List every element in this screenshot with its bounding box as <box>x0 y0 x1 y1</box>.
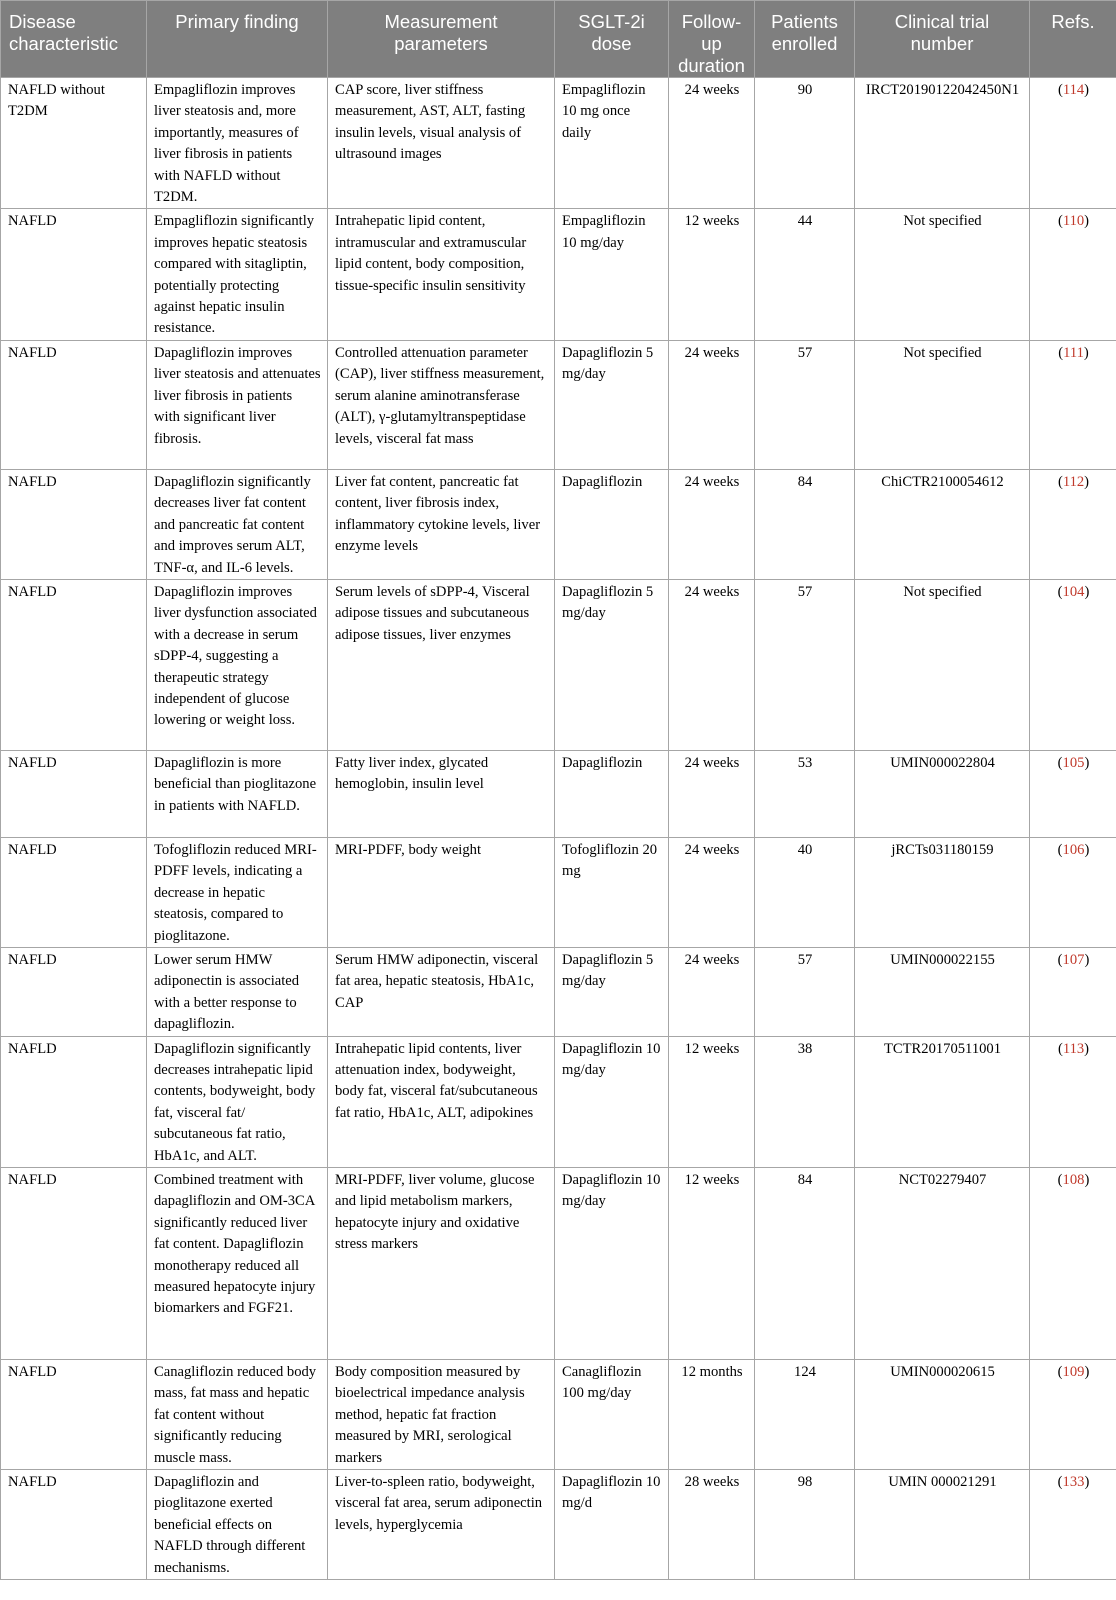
ref-close-paren: ) <box>1084 213 1090 230</box>
table-row <box>1 1168 1116 1360</box>
cell-sglt2i-dose: Dapagliflozin 10 mg/day <box>555 1168 669 1360</box>
reference-link[interactable]: 112 <box>1062 473 1085 490</box>
header-sglt2i-dose: SGLT-2i dose <box>555 1 669 78</box>
cell-refs <box>1030 1168 1116 1360</box>
cell-disease-characteristic: NAFLD <box>1 1168 147 1360</box>
cell-primary-finding: Dapagliflozin and pioglitazone exerted beneficial effects on NAFLD through different mechanisms. <box>147 1470 328 1580</box>
cell-follow-up-duration: 24 weeks <box>669 469 755 579</box>
cell-clinical-trial-number: jRCTs031180159 <box>855 837 1030 947</box>
ref-close-paren: ) <box>1084 473 1090 490</box>
cell-primary-finding: Canagliflozin reduced body mass, fat mass and hepatic fat content without significantly reducing muscle mass. <box>147 1360 328 1470</box>
cell-primary-finding: Dapagliflozin significantly decreases intrahepatic lipid contents, bodyweight, body fat, visceral fat/ subcutaneous fat ratio, HbA1c, and ALT. <box>147 1036 328 1167</box>
cell-refs <box>1030 78 1116 209</box>
reference-link[interactable]: 113 <box>1062 1040 1085 1057</box>
cell-disease-characteristic: NAFLD <box>1 209 147 340</box>
reference-link[interactable]: 110 <box>1062 213 1085 230</box>
table-row <box>1 209 1116 340</box>
cell-sglt2i-dose: Dapagliflozin 10 mg/day <box>555 1036 669 1167</box>
cell-disease-characteristic: NAFLD <box>1 1360 147 1470</box>
cell-sglt2i-dose: Dapagliflozin 5 mg/day <box>555 340 669 469</box>
cell-refs <box>1030 837 1116 947</box>
table-row <box>1 947 1116 1036</box>
ref-open-paren: ( <box>1058 344 1064 361</box>
ref-close-paren: ) <box>1084 1172 1090 1188</box>
table-header-row <box>1 1 1116 78</box>
ref-close-paren: ) <box>1084 583 1090 600</box>
reference-link[interactable]: 111 <box>1063 344 1084 361</box>
cell-clinical-trial-number: IRCT20190122042450N1 <box>855 78 1030 209</box>
cell-patients-enrolled: 40 <box>755 837 855 947</box>
ref-open-paren: ( <box>1057 473 1063 490</box>
cell-clinical-trial-number: UMIN 000021291 <box>855 1470 1030 1580</box>
cell-primary-finding: Empagliflozin improves liver steatosis and, more importantly, measures of liver fibrosis in patients with NAFLD without T2DM. <box>147 78 328 209</box>
header-patients-enrolled: Patients enrolled <box>755 1 855 78</box>
cell-primary-finding: Dapagliflozin improves liver dysfunction associated with a decrease in serum sDPP-4, suggesting a therapeutic strategy independent of glucose lowering or weight loss. <box>147 579 328 750</box>
cell-primary-finding: Dapagliflozin improves liver steatosis and attenuates liver fibrosis in patients with significant liver fibrosis. <box>147 340 328 469</box>
cell-refs <box>1030 1360 1116 1470</box>
cell-follow-up-duration: 24 weeks <box>669 837 755 947</box>
cell-follow-up-duration: 12 weeks <box>669 1168 755 1360</box>
cell-measurement-parameters: Serum HMW adiponectin, visceral fat area, hepatic steatosis, HbA1c, CAP <box>328 947 555 1036</box>
table-row <box>1 78 1116 209</box>
cell-primary-finding: Dapagliflozin significantly decreases liver fat content and pancreatic fat content and improves serum ALT, TNF-α, and IL-6 levels. <box>147 469 328 579</box>
table-row <box>1 340 1116 469</box>
cell-follow-up-duration: 28 weeks <box>669 1470 755 1580</box>
cell-sglt2i-dose: Empagliflozin 10 mg/day <box>555 209 669 340</box>
ref-open-paren: ( <box>1057 82 1063 98</box>
reference-link[interactable]: 114 <box>1062 82 1085 98</box>
ref-open-paren: ( <box>1057 583 1063 600</box>
table-row <box>1 1360 1116 1470</box>
cell-clinical-trial-number: UMIN000020615 <box>855 1360 1030 1470</box>
cell-disease-characteristic: NAFLD <box>1 750 147 837</box>
reference-link[interactable]: 109 <box>1062 1364 1085 1380</box>
header-measurement-parameters: Measurement parameters <box>328 1 555 78</box>
ref-close-paren: ) <box>1084 1364 1090 1380</box>
cell-measurement-parameters: Liver-to-spleen ratio, bodyweight, visceral fat area, serum adiponectin levels, hyperglycemia <box>328 1470 555 1580</box>
cell-clinical-trial-number: Not specified <box>855 340 1030 469</box>
ref-open-paren: ( <box>1057 1040 1063 1057</box>
cell-measurement-parameters: MRI-PDFF, body weight <box>328 837 555 947</box>
ref-close-paren: ) <box>1084 951 1090 968</box>
cell-follow-up-duration: 12 weeks <box>669 209 755 340</box>
cell-primary-finding: Tofogliflozin reduced MRI-PDFF levels, indicating a decrease in hepatic steatosis, compared to pioglitazone. <box>147 837 328 947</box>
ref-open-paren: ( <box>1057 1364 1063 1380</box>
cell-clinical-trial-number: ChiCTR2100054612 <box>855 469 1030 579</box>
table-body <box>1 78 1116 1580</box>
ref-open-paren: ( <box>1057 213 1063 230</box>
cell-measurement-parameters: Intrahepatic lipid content, intramuscular and extramuscular lipid content, body composition, tissue-specific insulin sensitivity <box>328 209 555 340</box>
cell-patients-enrolled: 84 <box>755 469 855 579</box>
cell-patients-enrolled: 90 <box>755 78 855 209</box>
cell-refs <box>1030 469 1116 579</box>
cell-measurement-parameters: Body composition measured by bioelectrical impedance analysis method, hepatic fat fraction measured by MRI, serological markers <box>328 1360 555 1470</box>
cell-measurement-parameters: Fatty liver index, glycated hemoglobin, insulin level <box>328 750 555 837</box>
table-row <box>1 469 1116 579</box>
cell-disease-characteristic: NAFLD <box>1 1470 147 1580</box>
cell-clinical-trial-number: UMIN000022155 <box>855 947 1030 1036</box>
ref-close-paren: ) <box>1084 82 1090 98</box>
table-row <box>1 1036 1116 1167</box>
ref-open-paren: ( <box>1057 1474 1063 1491</box>
header-primary-finding: Primary finding <box>147 1 328 78</box>
header-refs: Refs. <box>1030 1 1116 78</box>
cell-sglt2i-dose: Dapagliflozin 10 mg/d <box>555 1470 669 1580</box>
cell-clinical-trial-number: TCTR20170511001 <box>855 1036 1030 1167</box>
reference-link[interactable]: 104 <box>1062 583 1085 600</box>
reference-link[interactable]: 105 <box>1062 754 1085 771</box>
cell-follow-up-duration: 24 weeks <box>669 750 755 837</box>
cell-patients-enrolled: 53 <box>755 750 855 837</box>
ref-close-paren: ) <box>1084 841 1090 858</box>
cell-patients-enrolled: 57 <box>755 340 855 469</box>
ref-open-paren: ( <box>1057 951 1063 968</box>
cell-disease-characteristic: NAFLD <box>1 340 147 469</box>
cell-sglt2i-dose: Dapagliflozin <box>555 469 669 579</box>
cell-refs <box>1030 1036 1116 1167</box>
cell-measurement-parameters: CAP score, liver stiffness measurement, AST, ALT, fasting insulin levels, visual analysis of ultrasound images <box>328 78 555 209</box>
cell-follow-up-duration: 24 weeks <box>669 340 755 469</box>
cell-follow-up-duration: 24 weeks <box>669 78 755 209</box>
ref-close-paren: ) <box>1083 344 1089 361</box>
cell-patients-enrolled: 57 <box>755 579 855 750</box>
cell-clinical-trial-number: Not specified <box>855 209 1030 340</box>
cell-follow-up-duration: 24 weeks <box>669 947 755 1036</box>
header-follow-up-duration: Follow-up duration <box>669 1 755 78</box>
cell-sglt2i-dose: Empagliflozin 10 mg once daily <box>555 78 669 209</box>
cell-patients-enrolled: 57 <box>755 947 855 1036</box>
cell-patients-enrolled: 98 <box>755 1470 855 1580</box>
cell-disease-characteristic: NAFLD <box>1 837 147 947</box>
cell-refs <box>1030 579 1116 750</box>
ref-open-paren: ( <box>1057 754 1063 771</box>
cell-sglt2i-dose: Dapagliflozin <box>555 750 669 837</box>
cell-disease-characteristic: NAFLD <box>1 947 147 1036</box>
cell-measurement-parameters: Controlled attenuation parameter (CAP), liver stiffness measurement, serum alanine aminotransferase (ALT), γ-glutamyltranspeptidase levels, visceral fat mass <box>328 340 555 469</box>
cell-clinical-trial-number: Not specified <box>855 579 1030 750</box>
cell-disease-characteristic: NAFLD <box>1 579 147 750</box>
cell-measurement-parameters: MRI-PDFF, liver volume, glucose and lipid metabolism markers, hepatocyte injury and oxidative stress markers <box>328 1168 555 1360</box>
cell-disease-characteristic: NAFLD without T2DM <box>1 78 147 209</box>
cell-measurement-parameters: Intrahepatic lipid contents, liver attenuation index, bodyweight, body fat, visceral fat/subcutaneous fat ratio, HbA1c, ALT, adipokines <box>328 1036 555 1167</box>
reference-link[interactable]: 107 <box>1062 951 1085 968</box>
cell-follow-up-duration: 12 weeks <box>669 1036 755 1167</box>
cell-primary-finding: Combined treatment with dapagliflozin and OM-3CA significantly reduced liver fat content. Dapagliflozin monotherapy reduced all measured hepatocyte injury biomarkers and FGF21. <box>147 1168 328 1360</box>
cell-disease-characteristic: NAFLD <box>1 469 147 579</box>
cell-follow-up-duration: 24 weeks <box>669 579 755 750</box>
ref-open-paren: ( <box>1057 841 1063 858</box>
cell-patients-enrolled: 84 <box>755 1168 855 1360</box>
cell-disease-characteristic: NAFLD <box>1 1036 147 1167</box>
cell-patients-enrolled: 38 <box>755 1036 855 1167</box>
cell-sglt2i-dose: Dapagliflozin 5 mg/day <box>555 947 669 1036</box>
cell-sglt2i-dose: Canagliflozin 100 mg/day <box>555 1360 669 1470</box>
cell-sglt2i-dose: Tofogliflozin 20 mg <box>555 837 669 947</box>
header-clinical-trial-number: Clinical trial number <box>855 1 1030 78</box>
cell-primary-finding: Dapagliflozin is more beneficial than pioglitazone in patients with NAFLD. <box>147 750 328 837</box>
cell-clinical-trial-number: NCT02279407 <box>855 1168 1030 1360</box>
table-row <box>1 579 1116 750</box>
reference-link[interactable]: 133 <box>1062 1474 1085 1491</box>
cell-refs <box>1030 750 1116 837</box>
cell-refs <box>1030 1470 1116 1580</box>
ref-close-paren: ) <box>1084 1474 1090 1491</box>
cell-primary-finding: Lower serum HMW adiponectin is associated with a better response to dapagliflozin. <box>147 947 328 1036</box>
cell-sglt2i-dose: Dapagliflozin 5 mg/day <box>555 579 669 750</box>
reference-link[interactable]: 108 <box>1062 1172 1085 1188</box>
cell-primary-finding: Empagliflozin significantly improves hepatic steatosis compared with sitagliptin, potentially protecting against hepatic insulin resistance. <box>147 209 328 340</box>
ref-close-paren: ) <box>1084 754 1090 771</box>
cell-measurement-parameters: Serum levels of sDPP-4, Visceral adipose tissues and subcutaneous adipose tissues, liver enzymes <box>328 579 555 750</box>
cell-clinical-trial-number: UMIN000022804 <box>855 750 1030 837</box>
table-row <box>1 1470 1116 1580</box>
reference-link[interactable]: 106 <box>1062 841 1085 858</box>
cell-measurement-parameters: Liver fat content, pancreatic fat content, liver fibrosis index, inflammatory cytokine levels, liver enzyme levels <box>328 469 555 579</box>
cell-follow-up-duration: 12 months <box>669 1360 755 1470</box>
header-disease-characteristic: Disease characteristic <box>1 1 147 78</box>
ref-open-paren: ( <box>1057 1172 1063 1188</box>
cell-refs <box>1030 209 1116 340</box>
table-row <box>1 750 1116 837</box>
ref-close-paren: ) <box>1084 1040 1090 1057</box>
cell-refs <box>1030 947 1116 1036</box>
cell-patients-enrolled: 124 <box>755 1360 855 1470</box>
cell-refs <box>1030 340 1116 469</box>
cell-patients-enrolled: 44 <box>755 209 855 340</box>
table-row <box>1 837 1116 947</box>
